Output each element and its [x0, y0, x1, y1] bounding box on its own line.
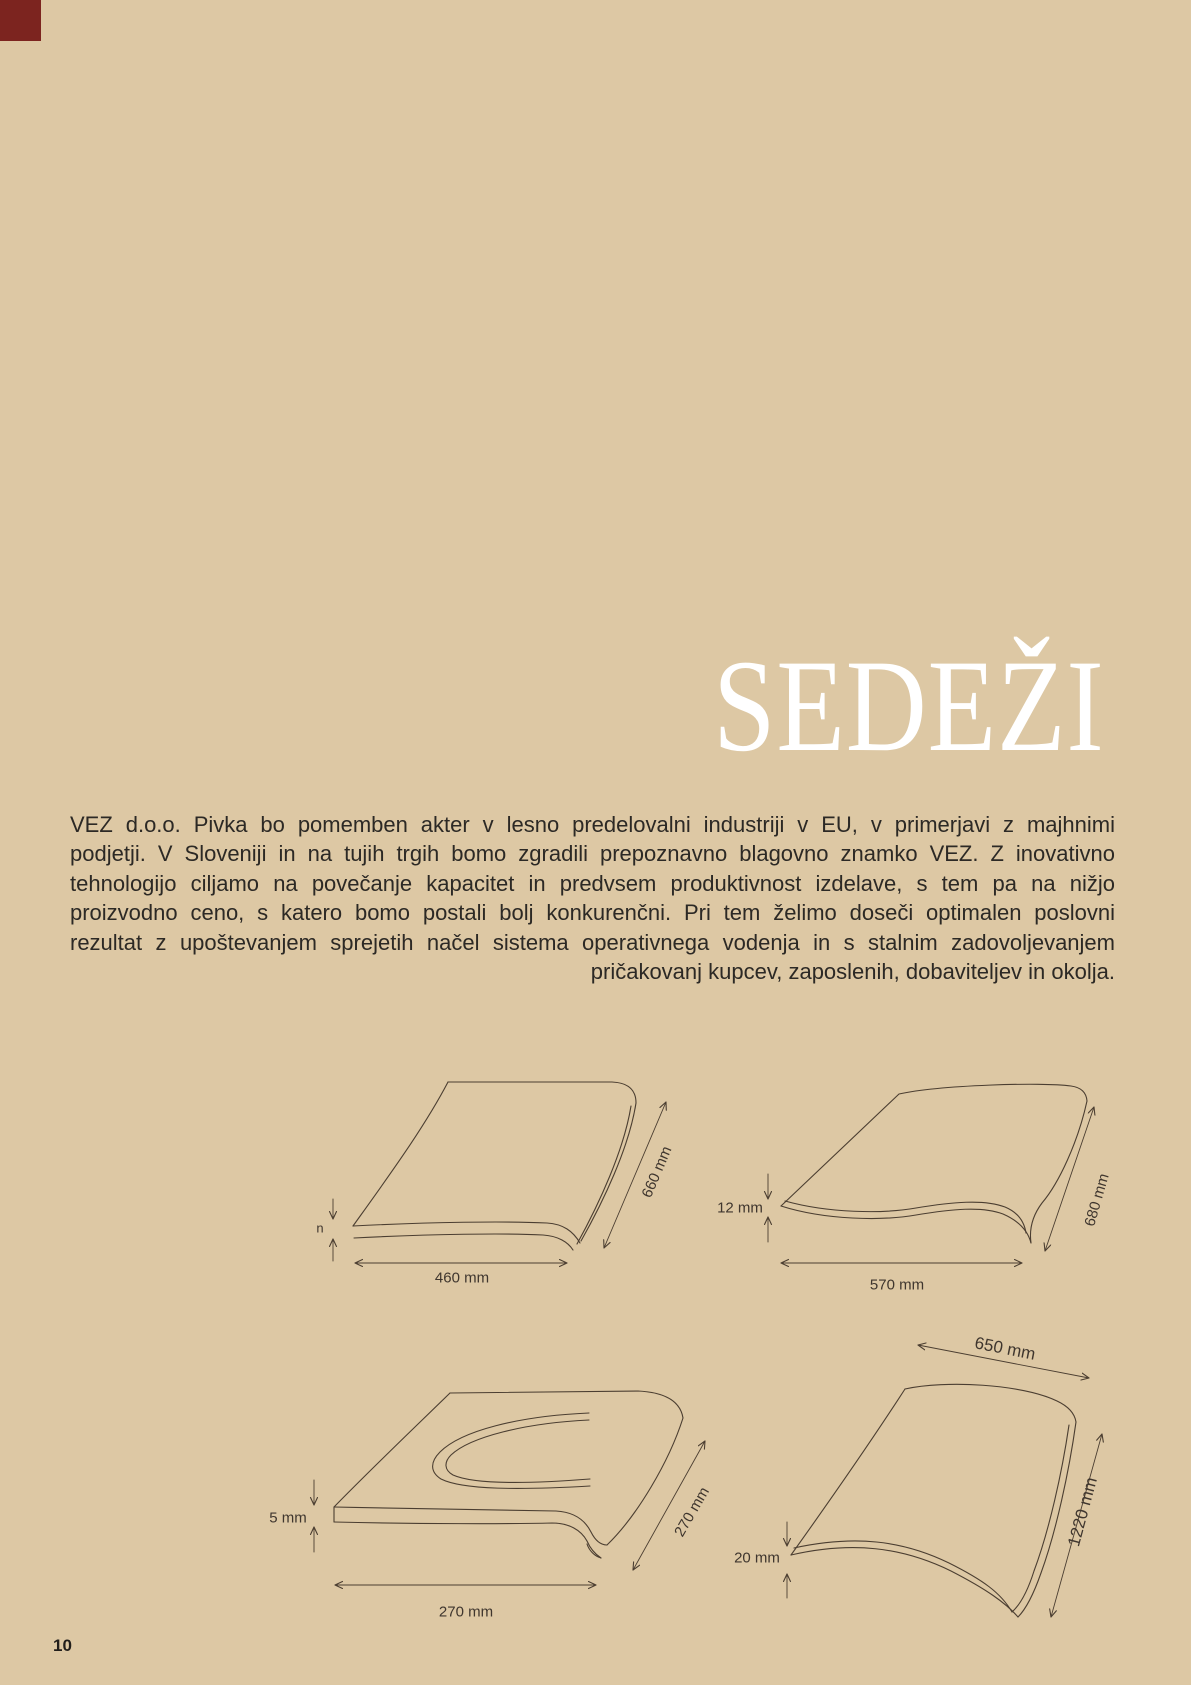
panel-top-edge: [905, 1384, 1076, 1422]
panel-top-edge: [448, 1082, 636, 1103]
intro-line-1: VEZ d.o.o. Pivka bo pomemben akter v lesno predelovalni industriji v EU, v primerjavi z majhnimi: [70, 812, 1115, 837]
panel-bottom-edge-lower: [354, 1234, 573, 1250]
panel-bottom-edge-outer: [791, 1548, 1018, 1617]
dim-label-width-1: 460 mm: [434, 1269, 490, 1287]
panel-bottom-edge-inner: [794, 1541, 1012, 1612]
dim-label-thickness-4: 20 mm: [734, 1549, 780, 1567]
dim-line-depth: [1045, 1107, 1094, 1251]
panel-right-edge: [607, 1418, 683, 1545]
panel-bottom-edge-upper: [353, 1222, 580, 1243]
intro-line-6: pričakovanj kupcev, zaposlenih, dobaviteljev in okolja.: [590, 959, 1115, 985]
panel-top-edge: [781, 1084, 1087, 1206]
panel-right-edge-inner: [577, 1106, 631, 1244]
panel-left-edge: [791, 1389, 905, 1555]
panel-bottom-edge-upper: [334, 1507, 607, 1545]
dim-label-depth-2: 680 mm: [1081, 1171, 1113, 1229]
cutout-inner-line: [446, 1420, 590, 1482]
seat-shell-1-drawing: [333, 1082, 666, 1263]
dim-label-thickness-1: n: [316, 1220, 324, 1236]
seat-shell-3-drawing: [314, 1391, 705, 1585]
dim-label-thickness-2: 12 mm: [717, 1199, 763, 1217]
dim-label-length-4: 1220 mm: [1064, 1475, 1101, 1549]
dim-label-width-2: 570 mm: [869, 1276, 925, 1294]
seat-shell-2-drawing: [768, 1084, 1094, 1263]
page-title: SEDEŽI: [713, 632, 1105, 779]
intro-line-3: tehnologijo ciljamo na povečanje kapacitet in predvsem produktivnost izdelave, s tem pa na nižjo: [70, 870, 1115, 896]
panel-left-edge: [353, 1082, 448, 1226]
panel-right-edge: [1030, 1101, 1087, 1243]
intro-line-5: rezultat z upoštevanjem sprejetih načel sistema operativnega vodenja in s stalnim zadovoljevanjem: [70, 929, 1115, 955]
dim-label-thickness-3: 5 mm: [269, 1509, 307, 1527]
intro-line-4: proizvodno ceno, s katero bomo postali bolj konkurenčni. Pri tem želimo doseči optimalen poslovni: [70, 900, 1115, 926]
panel-bottom-edge-lower: [334, 1522, 601, 1558]
page-number: 10: [53, 1636, 72, 1655]
seat-shell-4-drawing: [787, 1345, 1102, 1617]
panel-right-edge-outer: [1018, 1422, 1076, 1617]
dim-label-depth-3: 270 mm: [671, 1484, 713, 1540]
intro-line-2: podjetji. V Sloveniji in na tujih trgih bomo zgradili prepoznavno blagovno znamko VEZ. Z inovativno: [70, 841, 1115, 867]
panel-left-edge: [334, 1393, 450, 1507]
dim-label-width-4: 650 mm: [973, 1333, 1038, 1364]
panel-bottom-edge-outer: [781, 1206, 1031, 1243]
dim-label-width-3: 270 mm: [438, 1603, 494, 1621]
dim-label-depth-1: 660 mm: [638, 1143, 676, 1201]
